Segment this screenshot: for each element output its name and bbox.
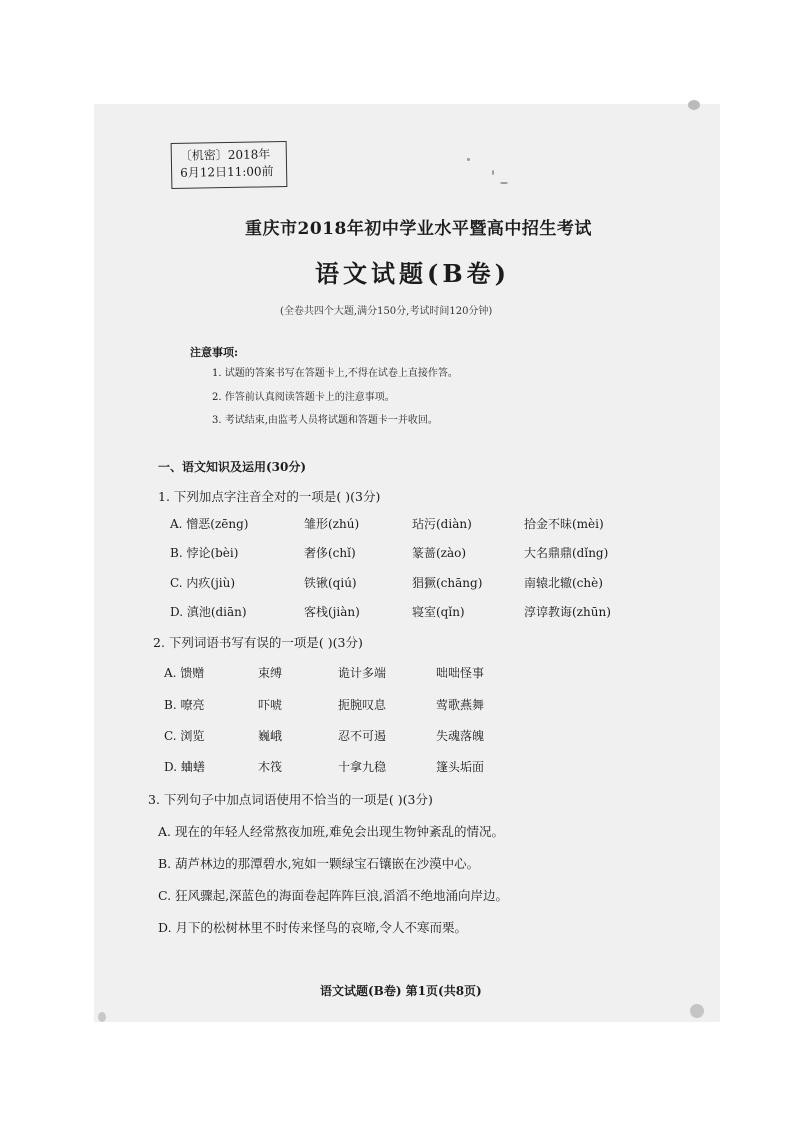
exam-page xyxy=(94,104,720,1022)
q1-option-a-1: A. 憎恶(zēng) xyxy=(170,517,249,531)
q1-option-d-1: D. 滇池(diān) xyxy=(170,605,247,619)
exam-title: 重庆市2018年初中学业水平暨高中招生考试 xyxy=(245,219,592,239)
q1-option-a-3: 玷污(diàn) xyxy=(412,517,472,531)
scan-speck xyxy=(98,1012,106,1022)
q2-option-a-1: A. 馈赠 xyxy=(164,666,205,680)
q2-option-c-2: 巍峨 xyxy=(258,729,283,743)
q2-option-a-3: 诡计多端 xyxy=(338,666,387,680)
confidential-line-2: 6月12日11:00前 xyxy=(180,164,274,180)
q2-option-b-1: B. 嘹亮 xyxy=(164,698,205,712)
q1-option-b-4: 大名鼎鼎(dǐng) xyxy=(524,546,609,560)
q1-option-a-2: 雏形(zhú) xyxy=(304,517,360,531)
q2-option-d-4: 篷头垢面 xyxy=(436,760,485,774)
q2-option-d-3: 十拿九稳 xyxy=(338,760,387,774)
scan-speck xyxy=(688,100,700,110)
q1-option-c-1: C. 内疚(jiù) xyxy=(170,576,236,590)
section-heading: 一、语文知识及运用(30分) xyxy=(158,460,307,474)
q1-option-b-3: 篆蔷(zào) xyxy=(412,546,467,560)
q3-option-a: A. 现在的年轻人经常熬夜加班,难免会出现生物钟紊乱的情况。 xyxy=(158,824,504,839)
scan-speck xyxy=(492,170,494,175)
q2-option-c-1: C. 浏览 xyxy=(164,729,205,743)
q2-option-b-4: 莺歌燕舞 xyxy=(436,698,485,712)
scan-speck xyxy=(467,158,470,161)
q3-option-b: B. 葫芦林边的那潭碧水,宛如一颗绿宝石镶嵌在沙漠中心。 xyxy=(158,856,480,871)
q1-option-d-2: 客栈(jiàn) xyxy=(304,605,360,619)
q2-option-a-4: 咄咄怪事 xyxy=(436,666,485,680)
scan-speck xyxy=(690,1004,704,1018)
question-1-stem: 1. 下列加点字注音全对的一项是( )(3分) xyxy=(158,489,381,504)
confidential-line-1: 〔机密〕2018年 xyxy=(179,147,271,163)
q1-option-c-4: 南辕北辙(chè) xyxy=(524,576,603,590)
q1-option-b-2: 奢侈(chǐ) xyxy=(304,546,356,560)
q1-option-a-4: 拾金不昧(mèi) xyxy=(524,517,604,531)
q1-option-d-4: 淳谆教诲(zhūn) xyxy=(524,605,611,619)
q3-option-c: C. 狂风骤起,深蓝色的海面卷起阵阵巨浪,滔滔不绝地涌向岸边。 xyxy=(158,888,509,903)
confidential-stamp-box xyxy=(171,141,288,189)
scan-speck xyxy=(500,182,508,184)
exam-note: (全卷共四个大题,满分150分,考试时间120分钟) xyxy=(280,306,493,317)
notice-item: 1. 试题的答案书写在答题卡上,不得在试卷上直接作答。 xyxy=(212,368,458,379)
q2-option-c-3: 忍不可遏 xyxy=(338,729,387,743)
notice-item: 2. 作答前认真阅读答题卡上的注意事项。 xyxy=(212,392,395,403)
q1-option-c-3: 猖獗(chāng) xyxy=(412,576,483,590)
q3-option-d: D. 月下的松树林里不时传来怪鸟的哀啼,令人不寒而栗。 xyxy=(158,920,467,935)
q2-option-d-1: D. 蛐蟮 xyxy=(164,760,205,774)
q1-option-c-2: 铁锹(qiú) xyxy=(304,576,357,590)
q2-option-c-4: 失魂落魄 xyxy=(436,729,485,743)
q1-option-b-1: B. 悖论(bèi) xyxy=(170,546,239,560)
q2-option-d-2: 木筏 xyxy=(258,760,283,774)
notice-heading: 注意事项: xyxy=(190,346,239,359)
q2-option-a-2: 束缚 xyxy=(258,666,283,680)
q1-option-d-3: 寝室(qǐn) xyxy=(412,605,465,619)
q2-option-b-3: 扼腕叹息 xyxy=(338,698,387,712)
question-2-stem: 2. 下列词语书写有误的一项是( )(3分) xyxy=(153,635,363,650)
question-3-stem: 3. 下列句子中加点词语使用不恰当的一项是( )(3分) xyxy=(148,792,433,807)
notice-item: 3. 考试结束,由监考人员将试题和答题卡一并收回。 xyxy=(212,415,438,426)
q2-option-b-2: 吓唬 xyxy=(258,698,283,712)
page-footer: 语文试题(B卷) 第1页(共8页) xyxy=(320,984,482,998)
exam-subtitle: 语文试题(B卷) xyxy=(315,259,510,288)
